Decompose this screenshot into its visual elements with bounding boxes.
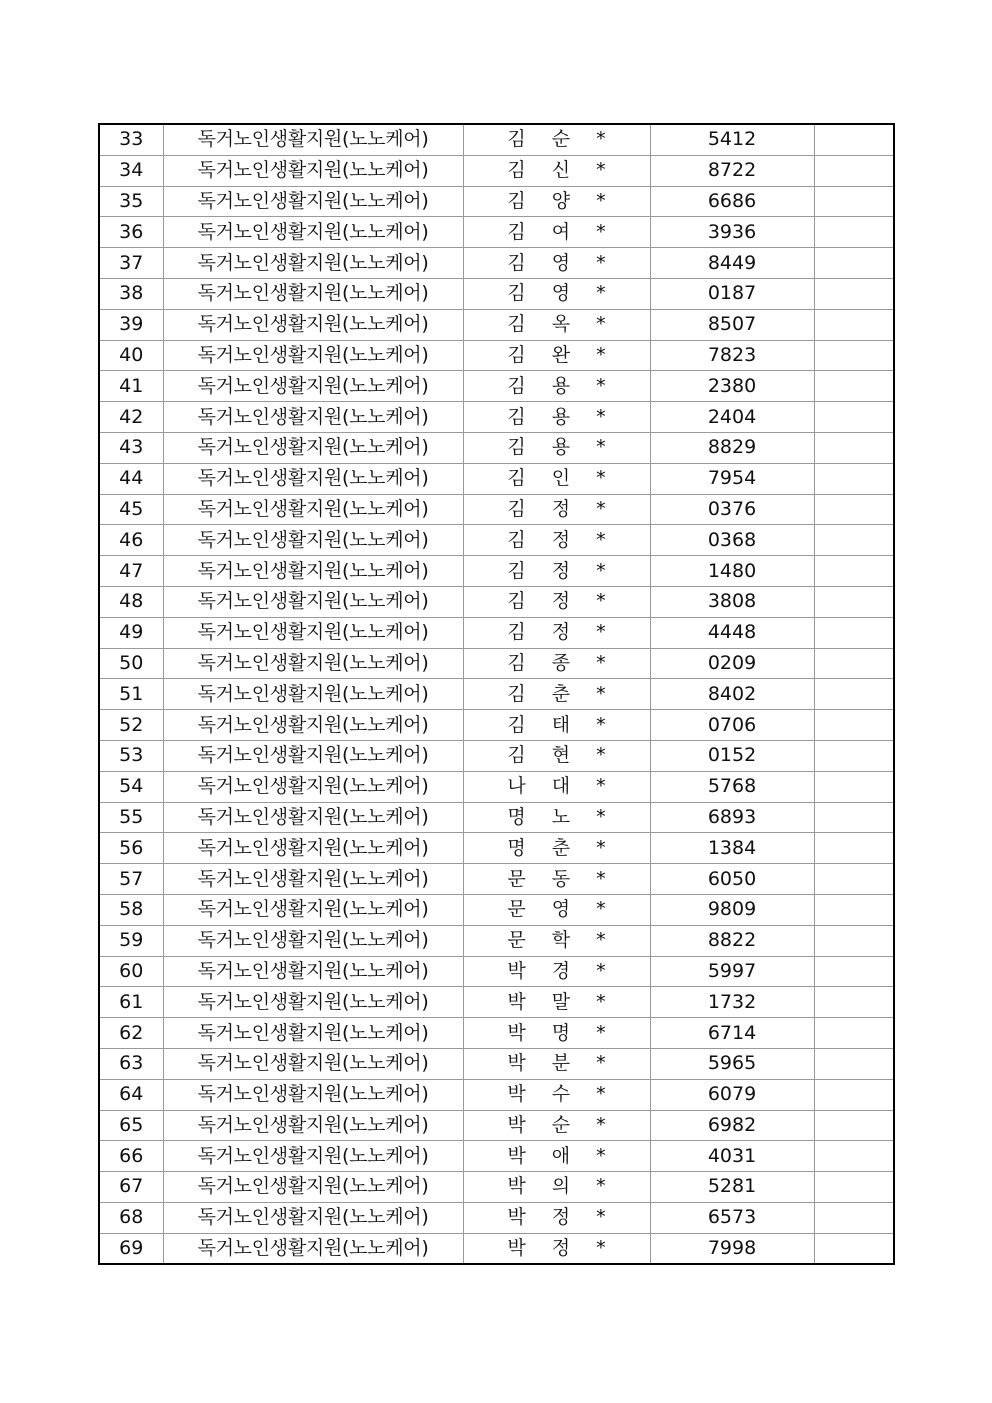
program-name: 독거노인생활지원(노노케어) xyxy=(163,864,463,895)
participant-table xyxy=(98,123,895,1265)
participant-name: 박 말 * xyxy=(463,987,650,1018)
table-row xyxy=(99,925,894,956)
note-cell xyxy=(814,771,894,802)
row-number: 35 xyxy=(99,186,163,217)
participant-name: 김 용 * xyxy=(463,402,650,433)
row-number: 64 xyxy=(99,1079,163,1110)
program-name: 독거노인생활지원(노노케어) xyxy=(163,617,463,648)
note-cell xyxy=(814,186,894,217)
table-row xyxy=(99,771,894,802)
table-row xyxy=(99,894,894,925)
table-row xyxy=(99,864,894,895)
phone-last-digits: 2380 xyxy=(650,371,814,402)
phone-last-digits: 5768 xyxy=(650,771,814,802)
note-cell xyxy=(814,710,894,741)
participant-name: 박 경 * xyxy=(463,956,650,987)
phone-last-digits: 8829 xyxy=(650,432,814,463)
row-number: 57 xyxy=(99,864,163,895)
participant-name: 김 순 * xyxy=(463,124,650,155)
phone-last-digits: 7954 xyxy=(650,463,814,494)
row-number: 65 xyxy=(99,1110,163,1141)
table-body xyxy=(99,124,894,1264)
row-number: 69 xyxy=(99,1233,163,1264)
participant-name: 나 대 * xyxy=(463,771,650,802)
phone-last-digits: 7823 xyxy=(650,340,814,371)
row-number: 47 xyxy=(99,556,163,587)
program-name: 독거노인생활지원(노노케어) xyxy=(163,771,463,802)
program-name: 독거노인생활지원(노노케어) xyxy=(163,124,463,155)
phone-last-digits: 1732 xyxy=(650,987,814,1018)
phone-last-digits: 4031 xyxy=(650,1141,814,1172)
phone-last-digits: 0152 xyxy=(650,740,814,771)
participant-name: 김 정 * xyxy=(463,617,650,648)
table-row xyxy=(99,124,894,155)
row-number: 52 xyxy=(99,710,163,741)
table-row xyxy=(99,710,894,741)
participant-name: 명 노 * xyxy=(463,802,650,833)
phone-last-digits: 6714 xyxy=(650,1018,814,1049)
participant-name: 김 춘 * xyxy=(463,679,650,710)
row-number: 54 xyxy=(99,771,163,802)
row-number: 51 xyxy=(99,679,163,710)
note-cell xyxy=(814,371,894,402)
row-number: 61 xyxy=(99,987,163,1018)
note-cell xyxy=(814,894,894,925)
row-number: 46 xyxy=(99,525,163,556)
phone-last-digits: 0368 xyxy=(650,525,814,556)
participant-name: 김 신 * xyxy=(463,155,650,186)
program-name: 독거노인생활지원(노노케어) xyxy=(163,309,463,340)
note-cell xyxy=(814,556,894,587)
table-row xyxy=(99,679,894,710)
phone-last-digits: 8402 xyxy=(650,679,814,710)
program-name: 독거노인생활지원(노노케어) xyxy=(163,1141,463,1172)
note-cell xyxy=(814,1048,894,1079)
table-row xyxy=(99,340,894,371)
note-cell xyxy=(814,340,894,371)
table-row xyxy=(99,309,894,340)
table-row xyxy=(99,1048,894,1079)
program-name: 독거노인생활지원(노노케어) xyxy=(163,155,463,186)
row-number: 63 xyxy=(99,1048,163,1079)
phone-last-digits: 0706 xyxy=(650,710,814,741)
program-name: 독거노인생활지원(노노케어) xyxy=(163,679,463,710)
participant-name: 박 의 * xyxy=(463,1172,650,1203)
phone-last-digits: 8722 xyxy=(650,155,814,186)
program-name: 독거노인생활지원(노노케어) xyxy=(163,1048,463,1079)
note-cell xyxy=(814,494,894,525)
program-name: 독거노인생활지원(노노케어) xyxy=(163,217,463,248)
program-name: 독거노인생활지원(노노케어) xyxy=(163,710,463,741)
participant-name: 김 여 * xyxy=(463,217,650,248)
note-cell xyxy=(814,155,894,186)
participant-name: 김 인 * xyxy=(463,463,650,494)
phone-last-digits: 1384 xyxy=(650,833,814,864)
participant-name: 박 정 * xyxy=(463,1233,650,1264)
program-name: 독거노인생활지원(노노케어) xyxy=(163,432,463,463)
row-number: 67 xyxy=(99,1172,163,1203)
participant-name: 박 정 * xyxy=(463,1202,650,1233)
program-name: 독거노인생활지원(노노케어) xyxy=(163,1172,463,1203)
table-row xyxy=(99,1110,894,1141)
row-number: 68 xyxy=(99,1202,163,1233)
row-number: 44 xyxy=(99,463,163,494)
program-name: 독거노인생활지원(노노케어) xyxy=(163,278,463,309)
note-cell xyxy=(814,309,894,340)
note-cell xyxy=(814,802,894,833)
row-number: 33 xyxy=(99,124,163,155)
note-cell xyxy=(814,956,894,987)
table-row xyxy=(99,371,894,402)
note-cell xyxy=(814,586,894,617)
note-cell xyxy=(814,432,894,463)
note-cell xyxy=(814,864,894,895)
table-row xyxy=(99,155,894,186)
table-row xyxy=(99,278,894,309)
row-number: 48 xyxy=(99,586,163,617)
participant-name: 김 영 * xyxy=(463,248,650,279)
phone-last-digits: 1480 xyxy=(650,556,814,587)
program-name: 독거노인생활지원(노노케어) xyxy=(163,586,463,617)
phone-last-digits: 6893 xyxy=(650,802,814,833)
program-name: 독거노인생활지원(노노케어) xyxy=(163,494,463,525)
phone-last-digits: 9809 xyxy=(650,894,814,925)
participant-name: 김 정 * xyxy=(463,586,650,617)
phone-last-digits: 5412 xyxy=(650,124,814,155)
table-row xyxy=(99,1233,894,1264)
phone-last-digits: 6050 xyxy=(650,864,814,895)
program-name: 독거노인생활지원(노노케어) xyxy=(163,1202,463,1233)
phone-last-digits: 5281 xyxy=(650,1172,814,1203)
note-cell xyxy=(814,124,894,155)
participant-name: 문 학 * xyxy=(463,925,650,956)
table-row xyxy=(99,494,894,525)
row-number: 34 xyxy=(99,155,163,186)
note-cell xyxy=(814,278,894,309)
phone-last-digits: 5965 xyxy=(650,1048,814,1079)
note-cell xyxy=(814,1172,894,1203)
table-row xyxy=(99,648,894,679)
note-cell xyxy=(814,248,894,279)
program-name: 독거노인생활지원(노노케어) xyxy=(163,1018,463,1049)
participant-name: 문 영 * xyxy=(463,894,650,925)
program-name: 독거노인생활지원(노노케어) xyxy=(163,186,463,217)
table-row xyxy=(99,833,894,864)
participant-name: 김 용 * xyxy=(463,432,650,463)
phone-last-digits: 8507 xyxy=(650,309,814,340)
note-cell xyxy=(814,402,894,433)
program-name: 독거노인생활지원(노노케어) xyxy=(163,556,463,587)
table-row xyxy=(99,463,894,494)
row-number: 49 xyxy=(99,617,163,648)
program-name: 독거노인생활지원(노노케어) xyxy=(163,802,463,833)
participant-name: 김 영 * xyxy=(463,278,650,309)
program-name: 독거노인생활지원(노노케어) xyxy=(163,925,463,956)
note-cell xyxy=(814,525,894,556)
table-row xyxy=(99,402,894,433)
note-cell xyxy=(814,648,894,679)
note-cell xyxy=(814,1079,894,1110)
row-number: 38 xyxy=(99,278,163,309)
table-row xyxy=(99,802,894,833)
phone-last-digits: 2404 xyxy=(650,402,814,433)
program-name: 독거노인생활지원(노노케어) xyxy=(163,463,463,494)
table-row xyxy=(99,1172,894,1203)
program-name: 독거노인생활지원(노노케어) xyxy=(163,833,463,864)
note-cell xyxy=(814,1141,894,1172)
phone-last-digits: 7998 xyxy=(650,1233,814,1264)
participant-name: 문 동 * xyxy=(463,864,650,895)
note-cell xyxy=(814,463,894,494)
phone-last-digits: 0376 xyxy=(650,494,814,525)
program-name: 독거노인생활지원(노노케어) xyxy=(163,340,463,371)
participant-name: 김 정 * xyxy=(463,494,650,525)
row-number: 59 xyxy=(99,925,163,956)
phone-last-digits: 6982 xyxy=(650,1110,814,1141)
table-row xyxy=(99,248,894,279)
row-number: 36 xyxy=(99,217,163,248)
program-name: 독거노인생활지원(노노케어) xyxy=(163,648,463,679)
row-number: 37 xyxy=(99,248,163,279)
program-name: 독거노인생활지원(노노케어) xyxy=(163,956,463,987)
program-name: 독거노인생활지원(노노케어) xyxy=(163,740,463,771)
note-cell xyxy=(814,1018,894,1049)
row-number: 50 xyxy=(99,648,163,679)
table-row xyxy=(99,217,894,248)
note-cell xyxy=(814,925,894,956)
phone-last-digits: 3808 xyxy=(650,586,814,617)
table-row xyxy=(99,987,894,1018)
row-number: 55 xyxy=(99,802,163,833)
participant-name: 박 애 * xyxy=(463,1141,650,1172)
note-cell xyxy=(814,833,894,864)
row-number: 62 xyxy=(99,1018,163,1049)
table-row xyxy=(99,525,894,556)
program-name: 독거노인생활지원(노노케어) xyxy=(163,1233,463,1264)
participant-name: 김 정 * xyxy=(463,525,650,556)
note-cell xyxy=(814,1110,894,1141)
note-cell xyxy=(814,1233,894,1264)
row-number: 42 xyxy=(99,402,163,433)
participant-name: 박 수 * xyxy=(463,1079,650,1110)
row-number: 53 xyxy=(99,740,163,771)
note-cell xyxy=(814,617,894,648)
note-cell xyxy=(814,1202,894,1233)
phone-last-digits: 6573 xyxy=(650,1202,814,1233)
row-number: 66 xyxy=(99,1141,163,1172)
row-number: 40 xyxy=(99,340,163,371)
participant-name: 김 옥 * xyxy=(463,309,650,340)
participant-name: 명 춘 * xyxy=(463,833,650,864)
program-name: 독거노인생활지원(노노케어) xyxy=(163,248,463,279)
phone-last-digits: 0209 xyxy=(650,648,814,679)
program-name: 독거노인생활지원(노노케어) xyxy=(163,987,463,1018)
row-number: 43 xyxy=(99,432,163,463)
table-row xyxy=(99,586,894,617)
participant-name: 김 용 * xyxy=(463,371,650,402)
table-row xyxy=(99,186,894,217)
phone-last-digits: 0187 xyxy=(650,278,814,309)
phone-last-digits: 5997 xyxy=(650,956,814,987)
note-cell xyxy=(814,740,894,771)
row-number: 56 xyxy=(99,833,163,864)
phone-last-digits: 8449 xyxy=(650,248,814,279)
row-number: 45 xyxy=(99,494,163,525)
note-cell xyxy=(814,987,894,1018)
participant-name: 박 순 * xyxy=(463,1110,650,1141)
row-number: 58 xyxy=(99,894,163,925)
note-cell xyxy=(814,679,894,710)
participant-name: 김 완 * xyxy=(463,340,650,371)
program-name: 독거노인생활지원(노노케어) xyxy=(163,402,463,433)
row-number: 60 xyxy=(99,956,163,987)
row-number: 39 xyxy=(99,309,163,340)
table-row xyxy=(99,432,894,463)
participant-name: 김 정 * xyxy=(463,556,650,587)
table-row xyxy=(99,1141,894,1172)
participant-name: 김 양 * xyxy=(463,186,650,217)
phone-last-digits: 6079 xyxy=(650,1079,814,1110)
row-number: 41 xyxy=(99,371,163,402)
participant-name: 박 분 * xyxy=(463,1048,650,1079)
participant-name: 박 명 * xyxy=(463,1018,650,1049)
table-row xyxy=(99,956,894,987)
program-name: 독거노인생활지원(노노케어) xyxy=(163,1110,463,1141)
note-cell xyxy=(814,217,894,248)
table-row xyxy=(99,1018,894,1049)
table-row xyxy=(99,617,894,648)
phone-last-digits: 8822 xyxy=(650,925,814,956)
phone-last-digits: 4448 xyxy=(650,617,814,648)
table-row xyxy=(99,556,894,587)
program-name: 독거노인생활지원(노노케어) xyxy=(163,1079,463,1110)
participant-name: 김 종 * xyxy=(463,648,650,679)
program-name: 독거노인생활지원(노노케어) xyxy=(163,525,463,556)
table-row xyxy=(99,740,894,771)
participant-name: 김 태 * xyxy=(463,710,650,741)
participant-name: 김 현 * xyxy=(463,740,650,771)
phone-last-digits: 6686 xyxy=(650,186,814,217)
phone-last-digits: 3936 xyxy=(650,217,814,248)
program-name: 독거노인생활지원(노노케어) xyxy=(163,894,463,925)
program-name: 독거노인생활지원(노노케어) xyxy=(163,371,463,402)
table-row xyxy=(99,1202,894,1233)
table-row xyxy=(99,1079,894,1110)
